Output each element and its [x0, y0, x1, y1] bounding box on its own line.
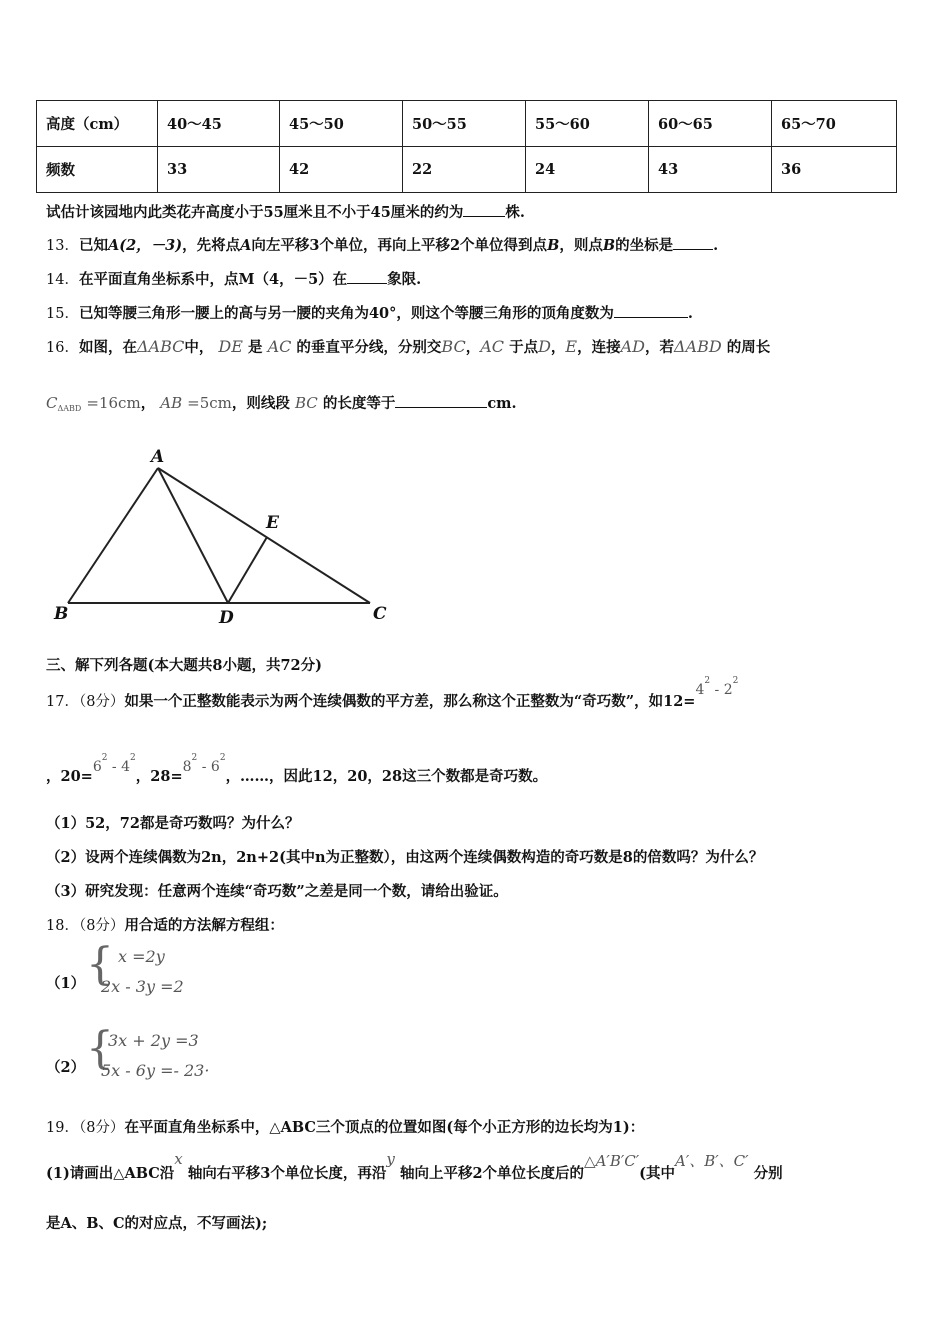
q17-part-1: （1）52，72都是奇巧数吗？为什么？ [46, 815, 300, 832]
table-cell: 22 [403, 147, 526, 193]
brace-icon: { [86, 939, 114, 990]
frequency-table [36, 100, 897, 193]
math-expr: △A′B′C′ [584, 1152, 640, 1170]
math-expr: BC [294, 394, 318, 412]
question-number: 19． [46, 1120, 79, 1136]
label-c: C [373, 604, 387, 624]
question-number: 16． [46, 340, 79, 356]
table-cell: 45～50 [280, 101, 403, 147]
q16-text: 的垂直平分线，分别交 [296, 339, 442, 356]
segment-de [228, 537, 267, 603]
math-expr: E [565, 337, 578, 356]
question-number: 18． [46, 918, 79, 934]
q14-end: 象限. [387, 271, 422, 288]
q12-tail [46, 201, 525, 222]
table-row [37, 147, 897, 193]
label-e: E [266, 513, 279, 533]
label-d: D [219, 608, 234, 628]
table-cell: 40～45 [158, 101, 280, 147]
q19-text: 轴向上平移2个单位长度后的 [399, 1165, 585, 1182]
math-expr: y [386, 1150, 395, 1168]
math-expr: ΔABD [673, 337, 722, 356]
q16-unit: cm. [487, 395, 517, 412]
q18-text: 用合适的方法解方程组： [124, 917, 284, 934]
q16-text: ， [465, 339, 481, 356]
q13-text: 的坐标是 [615, 237, 674, 254]
question-number: 17． [46, 694, 79, 710]
equation: 2x - 3y =2 [101, 977, 184, 996]
math-expr: BC [441, 337, 466, 356]
q19-text: 轴向右平移3个单位长度，再沿 [187, 1165, 387, 1182]
math-expr: A′、B′、C′ [675, 1152, 749, 1170]
table-cell: 55～60 [526, 101, 649, 147]
question-17-cont [46, 753, 548, 786]
q17-part-3: （3）研究发现：任意两个连续“奇巧数”之差是同一个数，请给出验证。 [46, 883, 508, 900]
q13-end: . [713, 237, 719, 254]
q19-text: 分别 [753, 1165, 783, 1182]
table-cell: 50～55 [403, 101, 526, 147]
answer-blank[interactable] [614, 304, 688, 318]
table-cell: 65～70 [772, 101, 897, 147]
table-row [37, 101, 897, 147]
question-13 [46, 234, 718, 255]
q19-text: 在平面直角坐标系中，△ABC三个顶点的位置如图(每个小正方形的边长均为1)： [124, 1119, 645, 1136]
math-expr: DE [218, 337, 243, 356]
q18-sub-1-label: （1） [46, 975, 86, 992]
q13-text: 已知 [78, 237, 108, 254]
answer-blank[interactable] [347, 270, 387, 284]
point-label: A [240, 237, 252, 254]
q14-text: 在平面直角坐标系中，点M（4，－5）在 [78, 271, 348, 288]
q16-text: ， [140, 395, 156, 412]
math-expr: =16cm [86, 394, 141, 412]
question-score: （8分） [78, 694, 125, 710]
math-expr: $6^2 - 4^2$ [92, 753, 136, 775]
q19-part-1 [46, 1150, 783, 1183]
q19-text: (1)请画出△ABC沿 [46, 1165, 175, 1182]
math-expr: $8^2 - 6^2$ [182, 753, 226, 775]
question-score: （8分） [78, 1120, 125, 1136]
segment-ad [158, 468, 228, 603]
q17-text: ，……，因此12，20，28这三个数都是奇巧数。 [225, 768, 548, 785]
q17-text: ，28= [135, 768, 183, 785]
label-b: B [54, 604, 69, 624]
math-expr: x [174, 1150, 183, 1168]
table-cell: 43 [649, 147, 772, 193]
q17-text: 如果一个正整数能表示为两个连续偶数的平方差，那么称这个正整数为“奇巧数”，如12= [124, 693, 696, 710]
q16-text: 的周长 [726, 339, 771, 356]
segment-ab [68, 468, 158, 603]
equation: 3x + 2y =3 [108, 1031, 199, 1050]
q12-text: 试估计该园地内此类花卉高度小于55厘米且不小于45厘米的约为 [46, 204, 464, 221]
point-a: A(2，－3) [107, 237, 183, 254]
question-17 [46, 676, 739, 711]
math-expr: ΔABC [136, 337, 185, 356]
point-label: B [547, 237, 560, 254]
q12-end: 株. [505, 204, 525, 221]
question-number: 15． [46, 306, 79, 322]
q17-text: ，20= [46, 768, 93, 785]
q16-text: 是 [248, 339, 263, 356]
question-14 [46, 268, 421, 289]
math-expr: AB [160, 394, 183, 412]
answer-blank[interactable] [673, 236, 713, 250]
question-18 [46, 914, 284, 935]
math-expr: AC [267, 337, 292, 356]
math-expr: =5cm [187, 394, 232, 412]
question-16-cont [46, 392, 517, 413]
triangle-figure [50, 440, 400, 630]
equation: 5x - 6y =- 23· [101, 1061, 210, 1080]
question-score: （8分） [78, 918, 125, 934]
segment-ac [158, 468, 370, 603]
table-cell: 24 [526, 147, 649, 193]
question-number: 13． [46, 238, 79, 254]
math-expr: AD [620, 337, 645, 356]
answer-blank[interactable] [463, 203, 505, 217]
section-title: 三、解下列各题(本大题共8小题，共72分) [46, 657, 322, 674]
q16-text: 中， [184, 339, 214, 356]
q13-text: ，先将点 [182, 237, 241, 254]
q13-text: 向左平移3个单位，再向上平移2个单位得到点 [251, 237, 548, 254]
math-expr: C [46, 394, 58, 412]
q16-text: 于点 [509, 339, 539, 356]
math-subscript: ΔABD [57, 404, 82, 413]
question-16 [46, 336, 770, 357]
q17-part-2: （2）设两个连续偶数为2n，2n+2(其中n为正整数），由这两个连续偶数构造的奇巧数是8的倍数吗？为什么？ [46, 849, 764, 866]
q16-text: 的长度等于 [322, 395, 396, 412]
math-expr: AC [480, 337, 505, 356]
equation: x =2y [118, 947, 165, 966]
table-cell: 36 [772, 147, 897, 193]
label-a: A [151, 447, 165, 467]
q18-sub-2-label: （2） [46, 1059, 86, 1076]
brace-icon: { [86, 1023, 114, 1074]
point-label: B [602, 237, 616, 254]
q15-text: 已知等腰三角形一腰上的高与另一腰的夹角为40°，则这个等腰三角形的顶角度数为 [78, 305, 614, 322]
q19-text: (其中 [639, 1165, 676, 1182]
table-cell: 频数 [37, 147, 158, 193]
q16-text: ， [550, 339, 566, 356]
q13-text: ，则点 [559, 237, 603, 254]
math-expr: D [538, 337, 551, 356]
q16-text: ，连接 [577, 339, 621, 356]
math-expr: $4^2 - 2^2$ [695, 676, 739, 698]
answer-blank[interactable] [395, 394, 487, 408]
q15-end: . [687, 305, 693, 322]
question-15 [46, 302, 693, 323]
table-cell: 60～65 [649, 101, 772, 147]
question-19 [46, 1116, 644, 1137]
table-cell: 高度（cm） [37, 101, 158, 147]
table-cell: 42 [280, 147, 403, 193]
table-cell: 33 [158, 147, 280, 193]
q19-part-1-cont: 是A、B、C的对应点，不写画法); [46, 1215, 268, 1232]
q16-text: ，则线段 [231, 395, 290, 412]
q16-text: ，若 [644, 339, 674, 356]
q16-text: 如图，在 [78, 339, 137, 356]
question-number: 14． [46, 272, 79, 288]
